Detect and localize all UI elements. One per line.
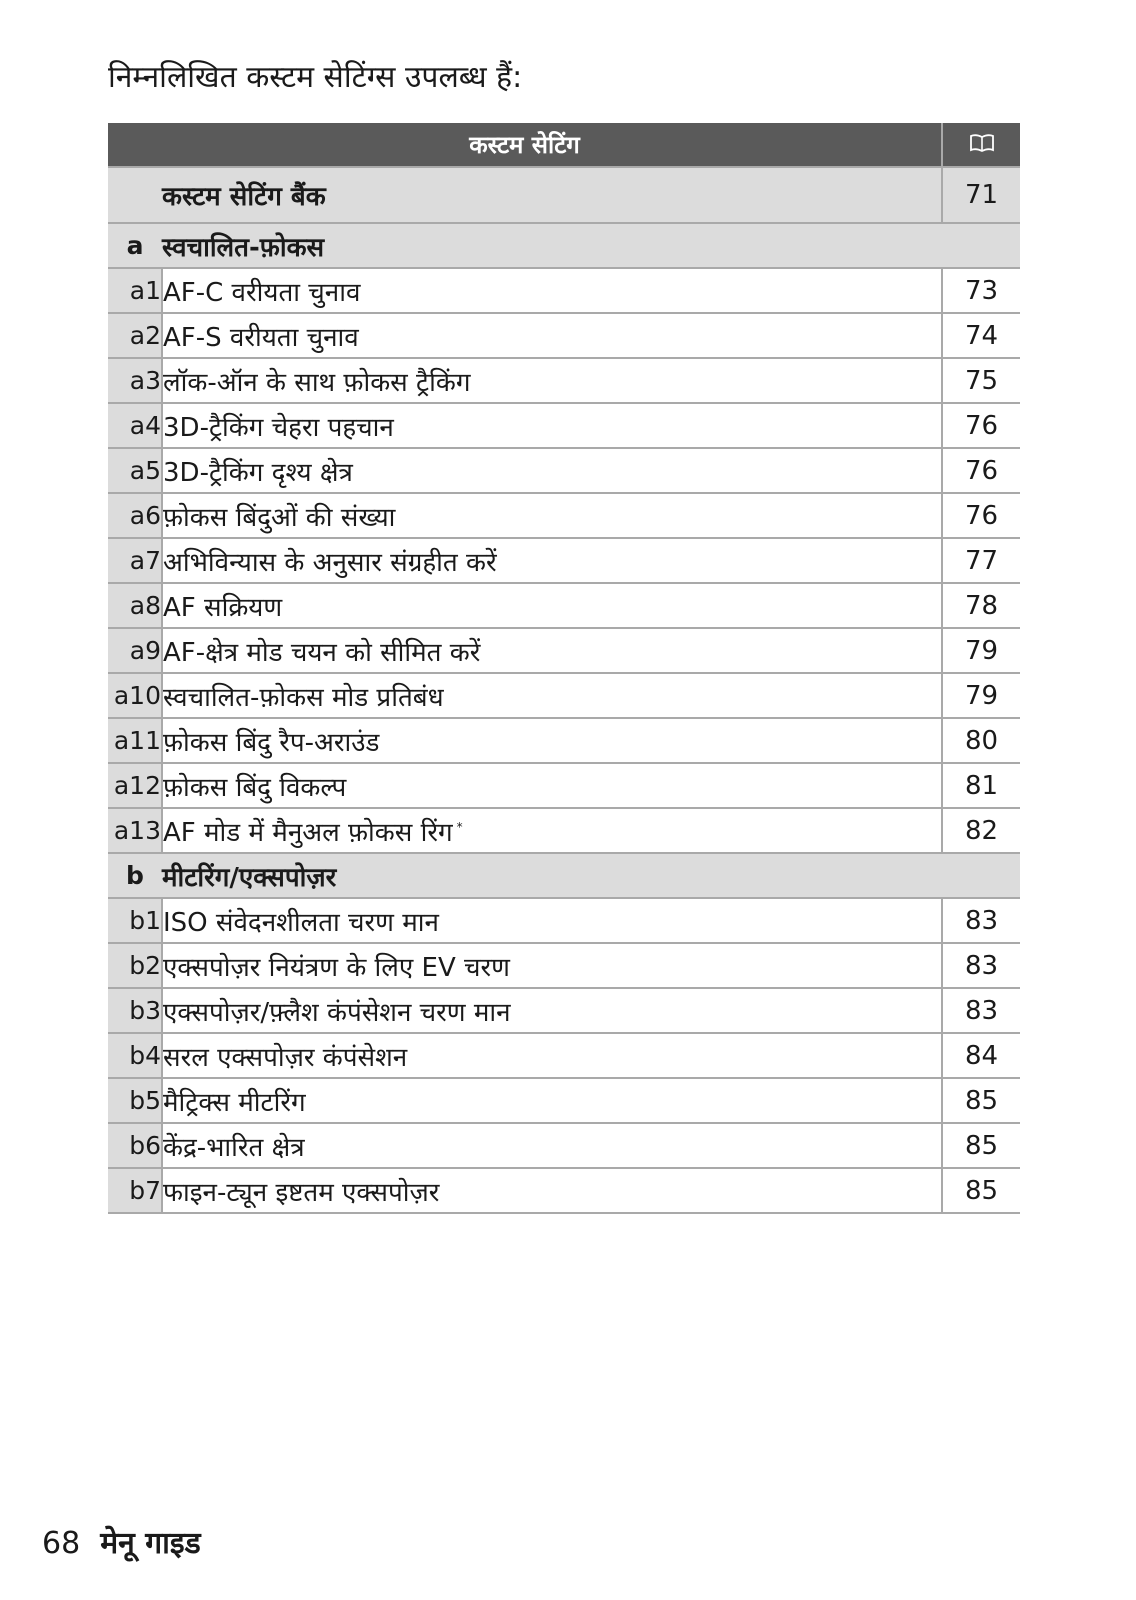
bank-label: कस्टम सेटिंग बैंक xyxy=(162,167,942,223)
group-title: स्वचालित-फ़ोकस xyxy=(162,223,1020,268)
table-row xyxy=(108,628,1020,673)
setting-name: फ़ोकस बिंदुओं की संख्या xyxy=(163,502,396,533)
table-row xyxy=(108,808,1020,853)
table-header-title: कस्टम सेटिंग xyxy=(108,123,942,167)
setting-name-cell xyxy=(162,943,942,988)
setting-code: a7 xyxy=(108,538,162,583)
setting-name: 3D-ट्रैकिंग चेहरा पहचान xyxy=(163,412,394,443)
bank-row xyxy=(108,167,1020,223)
setting-code: a10 xyxy=(108,673,162,718)
setting-name: 3D-ट्रैकिंग दृश्य क्षेत्र xyxy=(163,457,353,488)
setting-name: मैट्रिक्स मीटरिंग xyxy=(163,1087,306,1118)
setting-name-cell xyxy=(162,988,942,1033)
setting-page: 77 xyxy=(942,538,1020,583)
setting-page: 78 xyxy=(942,583,1020,628)
setting-name: अभिविन्यास के अनुसार संग्रहीत करें xyxy=(163,547,497,578)
table-row xyxy=(108,268,1020,313)
bank-page: 71 xyxy=(942,167,1020,223)
setting-code: a1 xyxy=(108,268,162,313)
table-row xyxy=(108,988,1020,1033)
setting-page: 79 xyxy=(942,628,1020,673)
setting-code: b5 xyxy=(108,1078,162,1123)
setting-code: b4 xyxy=(108,1033,162,1078)
setting-name-cell xyxy=(162,448,942,493)
table-header-row xyxy=(108,123,1020,167)
setting-name-cell xyxy=(162,673,942,718)
setting-code: b3 xyxy=(108,988,162,1033)
setting-code: b1 xyxy=(108,898,162,943)
setting-name-cell xyxy=(162,763,942,808)
setting-page: 82 xyxy=(942,808,1020,853)
setting-name: फ़ोकस बिंदु विकल्प xyxy=(163,772,347,803)
setting-name: AF मोड में मैनुअल फ़ोकस रिंग xyxy=(163,817,453,848)
setting-page: 76 xyxy=(942,448,1020,493)
setting-page: 81 xyxy=(942,763,1020,808)
table-row xyxy=(108,448,1020,493)
setting-name: AF-S वरीयता चुनाव xyxy=(163,322,359,353)
setting-name-cell xyxy=(162,1033,942,1078)
setting-page: 83 xyxy=(942,943,1020,988)
setting-code: a9 xyxy=(108,628,162,673)
setting-name: AF सक्रियण xyxy=(163,592,283,623)
setting-page: 83 xyxy=(942,898,1020,943)
setting-code: a12 xyxy=(108,763,162,808)
setting-name-cell xyxy=(162,583,942,628)
setting-page: 76 xyxy=(942,403,1020,448)
table-row xyxy=(108,718,1020,763)
setting-page: 84 xyxy=(942,1033,1020,1078)
setting-name: स्वचालित-फ़ोकस मोड प्रतिबंध xyxy=(163,682,444,713)
section-title: मेनू गाइड xyxy=(100,1526,201,1561)
setting-page: 74 xyxy=(942,313,1020,358)
setting-page: 76 xyxy=(942,493,1020,538)
setting-name-cell xyxy=(162,628,942,673)
group-row-a xyxy=(108,223,1020,268)
table-row xyxy=(108,898,1020,943)
setting-name: सरल एक्सपोज़र कंपंसेशन xyxy=(163,1042,408,1073)
table-row xyxy=(108,313,1020,358)
table-row xyxy=(108,943,1020,988)
page-footer xyxy=(42,1524,201,1564)
setting-name-cell xyxy=(162,403,942,448)
table-row xyxy=(108,1123,1020,1168)
setting-name-cell xyxy=(162,898,942,943)
setting-name-cell xyxy=(162,1078,942,1123)
book-icon xyxy=(969,131,995,159)
setting-name-cell xyxy=(162,313,942,358)
setting-name: लॉक-ऑन के साथ फ़ोकस ट्रैकिंग xyxy=(163,367,471,398)
setting-name: AF-C वरीयता चुनाव xyxy=(163,277,361,308)
setting-code: a3 xyxy=(108,358,162,403)
setting-code: a8 xyxy=(108,583,162,628)
page-number: 68 xyxy=(42,1526,81,1561)
setting-name-cell xyxy=(162,718,942,763)
table-row xyxy=(108,763,1020,808)
setting-page: 73 xyxy=(942,268,1020,313)
setting-page: 85 xyxy=(942,1123,1020,1168)
setting-name: फ़ोकस बिंदु रैप-अराउंड xyxy=(163,727,380,758)
table-row xyxy=(108,1033,1020,1078)
setting-page: 83 xyxy=(942,988,1020,1033)
setting-code: a2 xyxy=(108,313,162,358)
group-title: मीटरिंग/एक्सपोज़र xyxy=(162,853,1020,898)
setting-name-cell xyxy=(162,493,942,538)
setting-name-cell xyxy=(162,538,942,583)
setting-page: 85 xyxy=(942,1168,1020,1213)
setting-name-cell xyxy=(162,358,942,403)
table-row xyxy=(108,673,1020,718)
table-row xyxy=(108,358,1020,403)
setting-code: b2 xyxy=(108,943,162,988)
setting-name-cell xyxy=(162,268,942,313)
setting-code: a5 xyxy=(108,448,162,493)
group-row-b xyxy=(108,853,1020,898)
setting-code: b7 xyxy=(108,1168,162,1213)
custom-settings-table xyxy=(108,123,1020,1214)
table-row xyxy=(108,1078,1020,1123)
footnote-mark: * xyxy=(456,819,463,834)
setting-code: a6 xyxy=(108,493,162,538)
setting-name: एक्सपोज़र/फ़्लैश कंपंसेशन चरण मान xyxy=(163,997,511,1028)
setting-name-cell xyxy=(162,1168,942,1213)
setting-name: केंद्र-भारित क्षेत्र xyxy=(163,1132,305,1163)
table-row xyxy=(108,493,1020,538)
setting-page: 75 xyxy=(942,358,1020,403)
group-code: b xyxy=(108,853,162,898)
setting-code: a4 xyxy=(108,403,162,448)
table-row xyxy=(108,403,1020,448)
setting-page: 80 xyxy=(942,718,1020,763)
setting-code: a13 xyxy=(108,808,162,853)
setting-page: 79 xyxy=(942,673,1020,718)
setting-code: b6 xyxy=(108,1123,162,1168)
intro-text: निम्नलिखित कस्टम सेटिंग्स उपलब्ध हैं: xyxy=(108,60,523,95)
table-row xyxy=(108,1168,1020,1213)
setting-name-cell xyxy=(162,1123,942,1168)
setting-name: एक्सपोज़र नियंत्रण के लिए EV चरण xyxy=(163,952,510,983)
table-row xyxy=(108,538,1020,583)
setting-name: ISO संवेदनशीलता चरण मान xyxy=(163,907,439,938)
setting-name: AF-क्षेत्र मोड चयन को सीमित करें xyxy=(163,637,481,668)
table-row xyxy=(108,583,1020,628)
setting-code: a11 xyxy=(108,718,162,763)
setting-name-cell xyxy=(162,808,942,853)
setting-name: फाइन-ट्यून इष्टतम एक्सपोज़र xyxy=(163,1177,440,1208)
setting-page: 85 xyxy=(942,1078,1020,1123)
group-code: a xyxy=(108,223,162,268)
